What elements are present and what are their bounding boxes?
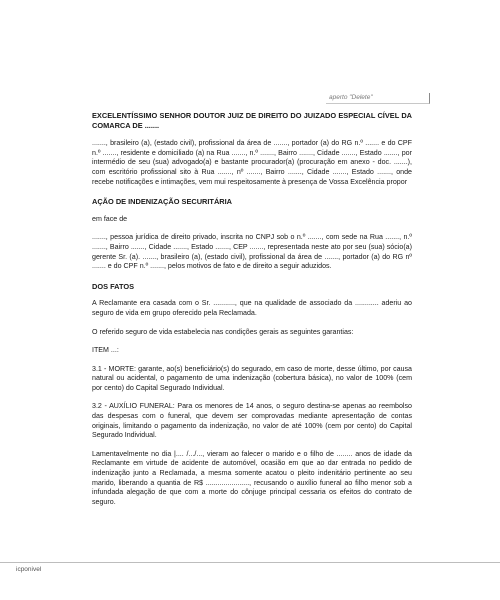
fact-paragraph-2: O referido seguro de vida estabelecia nas condições gerais as seguintes garantias: <box>92 327 354 336</box>
against-paragraph: em face de <box>92 214 128 223</box>
clause-3-1-paragraph: 3.1 - MORTE: garante, ao(s) beneficiário(s) do segurado, em caso de morte, desse último, por causa natural ou acidental, o pagamento de uma indenização (cobertura básica), no valor de 100% (cem por cento) do Capital Segurado Individual. <box>92 364 412 392</box>
page-bottom-divider <box>0 562 500 563</box>
document-body <box>92 111 412 516</box>
footer-label: icponivel <box>16 566 42 573</box>
item-paragraph: ITEM ...: <box>92 346 119 355</box>
intro-paragraph: ......., brasileiro (a), (estado civil), profissional da área de ......., portador (a) do RG n.º ....... e do CPF n.º ......., residente e domiciliado (a) na Rua ......., n.º ......., Bairro ......., Cidade ......., Estado ......., por intermédio de seu (sua) advogado(a) e bastante procurador(a) (procuração em anexo - doc. .......), com escritório profissional sito à Rua ......., nº ......., Bairro ......., Cidade ......., Estado ......., onde recebe notificações e intimações, vem mui respeitosamente à presença de Vossa Excelência propor <box>92 139 412 186</box>
edit-hint-box: apertо "Delete" <box>326 93 430 104</box>
clause-3-2-paragraph: 3.2 - AUXÍLIO FUNERAL: Para os menores de 14 anos, o seguro destina-se apenas ao reembolso das despesas com o funeral, que devem ser comprovadas mediante apresentação de contas originais, limitando o pagamento da indenização, no valor de até 100% (cem por cento) do Capital Segurado Individual. <box>92 402 412 440</box>
defendant-paragraph: ......., pessoa jurídica de direito privado, inscrita no CNPJ sob o n.º ......., com sede na Rua ......., n.º ......., Bairro ......., Cidade ......., Estado ......., CEP ......., representada neste ato por seu (sua) sócio(a) gerente Sr. (a). ......., brasileiro (a), (estado civil), profissional da área de ......., portador (a) do RG nº ....... e do CPF n.º ......., pelos motivos de fato e de direito a seguir aduzidos. <box>92 233 412 271</box>
fact-paragraph-3: Lamentavelmente no dia |.... /.../..., vieram ao falecer o marido e o filho de ........ anos de idade da Reclamante em virtude de acidente de automóvel, ocasião em que ao dar entrada no pedido de indenização junto a Reclamada, a mesma somente acatou o pleito indenitário pertinente ao seu marido, liberando a quantia de R$ ......................, recusando o auxílio funeral ao filho menor sob a infundada alegação de que com a morte do cônjuge principal cessaria os efeitos do contrato de seguro. <box>92 449 412 506</box>
document-title: EXCELENTÍSSIMO SENHOR DOUTOR JUIZ DE DIREITO DO JUIZADO ESPECIAL CÍVEL DA COMARCA DE ....... <box>92 111 412 130</box>
fact-paragraph-1: A Reclamante era casada com o Sr. ..........., que na qualidade de associado da ............ aderiu ao seguro de vida em grupo oferecido pela Reclamada. <box>92 299 412 317</box>
facts-heading: DOS FATOS <box>92 281 135 291</box>
action-heading: AÇÃO DE INDENIZAÇÃO SECURITÁRIA <box>92 197 233 207</box>
